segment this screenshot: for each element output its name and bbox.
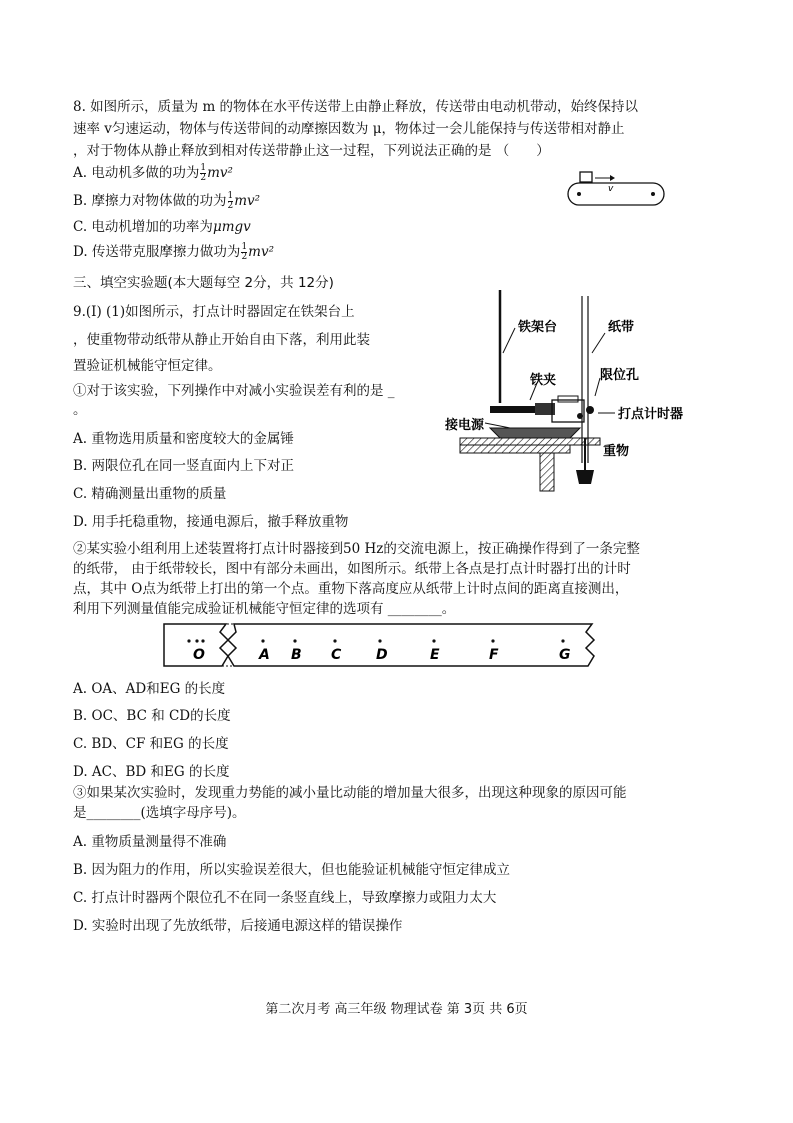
q9-sub3-option-d[interactable]: D. 实验时出现了先放纸带，后接通电源这样的错误操作 — [73, 918, 403, 934]
tape-label-F: F — [489, 647, 499, 663]
q9-sub1-option-d[interactable]: D. 用手托稳重物，接通电源后，撤手释放重物 — [73, 514, 349, 530]
q9-sub1-option-a[interactable]: A. 重物选用质量和密度较大的金属锤 — [73, 431, 294, 447]
tape-label-A: A — [259, 647, 270, 663]
q9-sub2-line1: ②某实验小组利用上述装置将打点计时器接到50 Hz的交流电源上，按正确操作得到了一条完整 — [73, 541, 640, 557]
paper-tape-figure — [160, 622, 600, 668]
q8-option-c-text: C. 电动机增加的功率为 — [73, 219, 213, 235]
weight — [576, 470, 594, 484]
q8-stem-line1: 8. 如图所示，质量为 m 的物体在水平传送带上由静止释放，传送带由电动机带动，始终保持以 — [73, 99, 639, 115]
q8-option-b-text: B. 摩擦力对物体做的功为 — [73, 193, 227, 209]
q9-stem-line2: ，使重物带动纸带从静止开始自由下落，利用此装 — [73, 332, 370, 348]
expr: mv² — [207, 165, 233, 181]
block — [580, 172, 592, 182]
tape-label-C: C — [331, 647, 342, 663]
q8-option-b[interactable] — [73, 191, 260, 211]
label-power: 接电源 — [445, 418, 485, 433]
label-stand: 铁架台 — [518, 320, 558, 335]
conveyor-belt-figure — [565, 170, 667, 210]
tape-label-G: G — [559, 647, 571, 663]
tape-point-A — [261, 639, 264, 642]
section-heading: 三、填空实验题(本大题每空 2分，共 12分) — [73, 275, 334, 291]
q9-sub2-line3: 点，其中 O点为纸带上打出的第一个点。重物下落高度应从纸带上计时点间的距离直接测出， — [73, 581, 629, 597]
tape-point-G — [561, 639, 564, 642]
q9-stem-line3: 置验证机械能守恒定律。 — [73, 358, 222, 374]
label-clamp: 铁夹 — [530, 373, 557, 388]
q8-option-c[interactable] — [73, 217, 251, 237]
q8-option-a-text: A. 电动机多做的功为 — [73, 165, 200, 181]
q9-sub3-line2: 是________(选填字母序号)。 — [73, 805, 246, 821]
q8-option-d-text: D. 传送带克服摩擦力做功为 — [73, 244, 241, 260]
q8-option-a[interactable] — [73, 163, 233, 183]
q9-sub1-end: 。 — [73, 402, 87, 418]
q9-sub3-line1: ③如果某次实验时，发现重力势能的减小量比动能的增加量大很多，出现这种现象的原因可能 — [73, 785, 627, 801]
q9-sub1: ①对于该实验，下列操作中对减小实验误差有利的是 _ — [73, 383, 395, 399]
tape-dot — [187, 639, 190, 642]
tape-label-O: O — [193, 647, 205, 663]
page-footer: 第二次月考 高三年级 物理试卷 第 3页 共 6页 — [265, 1002, 528, 1017]
q9-sub3-option-c[interactable]: C. 打点计时器两个限位孔不在同一条竖直线上，导致摩擦力或阻力太大 — [73, 890, 497, 906]
tape-point-O — [195, 639, 198, 642]
q9-sub2-option-c[interactable]: C. BD、CF 和EG 的长度 — [73, 736, 229, 752]
q9-sub2-option-a[interactable]: A. OA、AD和EG 的长度 — [73, 681, 226, 697]
label-limit-hole: 限位孔 — [600, 368, 640, 383]
tape-point-D — [378, 639, 381, 642]
right-roller — [651, 192, 655, 196]
table-top — [460, 438, 600, 445]
tape-label-D: D — [376, 647, 388, 663]
label-weight: 重物 — [603, 444, 630, 459]
q9-sub2-line4: 利用下列测量值能完成验证机械能守恒定律的选项有 ________。 — [73, 601, 456, 617]
table-leg — [540, 453, 554, 491]
tape-point-F — [491, 639, 494, 642]
q9-stem-line1: 9.(Ⅰ) (1)如图所示，打点计时器固定在铁架台上 — [73, 304, 355, 320]
label-timer: 打点计时器 — [618, 407, 684, 422]
expr: mv² — [234, 193, 261, 209]
q9-sub2-option-b[interactable]: B. OC、BC 和 CD的长度 — [73, 708, 231, 724]
fraction: $\frac{1}{2}$ — [227, 191, 234, 211]
left-roller — [577, 192, 581, 196]
tape-point-E — [432, 639, 435, 642]
fraction: $\frac{1}{2}$ — [200, 163, 207, 183]
velocity-label: v — [608, 184, 614, 194]
tape-label-B: B — [291, 647, 302, 663]
apparatus-figure — [440, 288, 740, 498]
q8-option-d[interactable] — [73, 242, 274, 262]
clamp — [490, 406, 535, 413]
fraction: $\frac{1}{2}$ — [241, 242, 248, 262]
q9-sub3-option-b[interactable]: B. 因为阻力的作用，所以实验误差很大，但也能验证机械能守恒定律成立 — [73, 862, 511, 878]
label-tape: 纸带 — [608, 320, 635, 335]
q8-stem-line3: ，对于物体从静止释放到相对传送带静止这一过程，下列说法正确的是 （ ） — [73, 143, 550, 159]
q8-stem-line2: 速率 v匀速运动，物体与传送带间的动摩擦因数为 μ，物体过一会儿能保持与传送带相对静止 — [73, 121, 625, 137]
expr: μmgv — [212, 219, 251, 235]
q9-sub1-option-c[interactable]: C. 精确测量出重物的质量 — [73, 486, 227, 502]
q9-sub3-option-a[interactable]: A. 重物质量测量得不准确 — [73, 834, 227, 850]
tape-point-B — [293, 639, 296, 642]
q9-sub2-option-d[interactable]: D. AC、BD 和EG 的长度 — [73, 764, 230, 780]
tape-point-C — [333, 639, 336, 642]
tape-dot — [201, 639, 204, 642]
expr: mv² — [248, 244, 275, 260]
tape-label-E: E — [430, 647, 440, 663]
q9-sub2-line2: 的纸带， 由于纸带较长，图中有部分未画出，如图所示。纸带上各点是打点计时器打出的计时 — [73, 561, 631, 577]
q9-sub1-option-b[interactable]: B. 两限位孔在同一竖直面内上下对正 — [73, 458, 295, 474]
